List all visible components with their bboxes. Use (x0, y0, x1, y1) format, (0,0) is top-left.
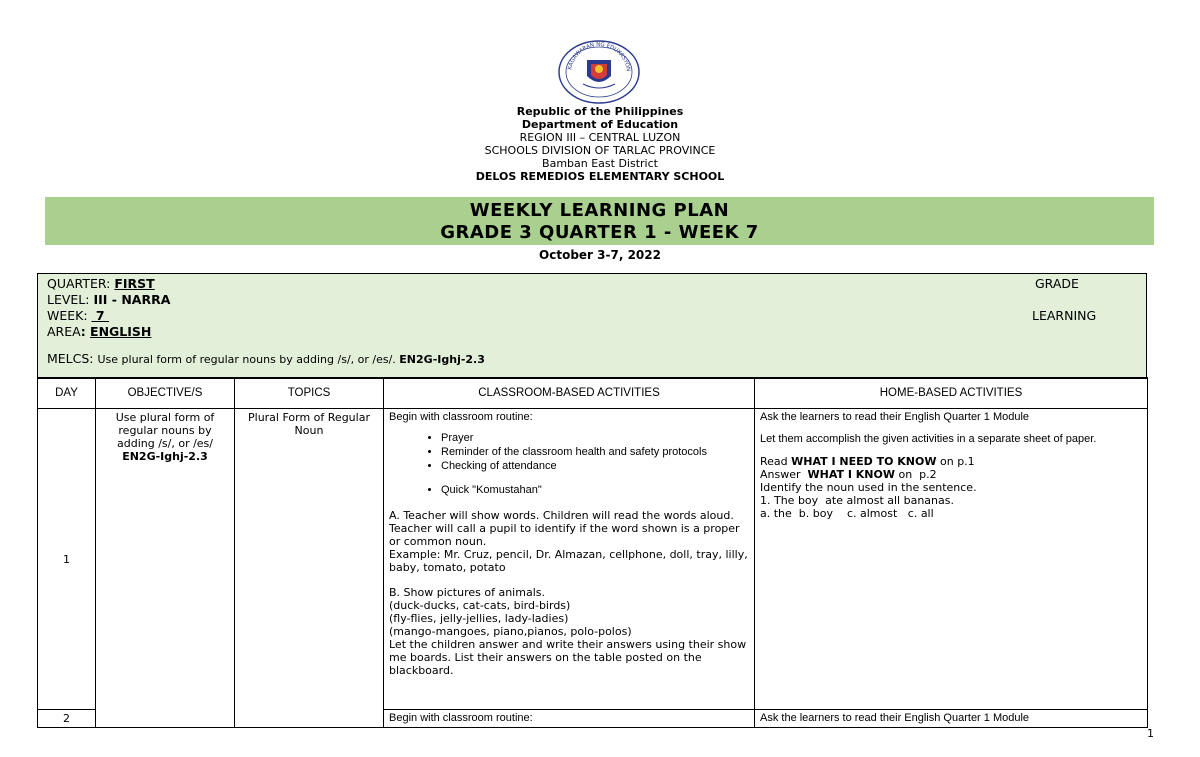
info-box (37, 273, 1147, 379)
grade-label: GRADE (1035, 276, 1079, 291)
page-title: WEEKLY LEARNING PLAN (469, 200, 730, 221)
melcs-line: MELCS: Use plural form of regular nouns by adding /s/, or /es/. EN2G-Ighj-2.3 (47, 351, 485, 366)
learning-label: LEARNING (1032, 308, 1097, 323)
area-value: ENGLISH (90, 324, 152, 339)
classroom-activities-cell: Begin with classroom routine: (384, 710, 755, 728)
week-value: 7 (91, 308, 109, 323)
home-activities-cell: Ask the learners to read their English Quarter 1 Module (755, 710, 1148, 728)
department-line: Department of Education (521, 118, 679, 131)
table-header-row (38, 378, 1148, 409)
objective-cell: Use plural form of regular nouns by adding /s/, or /es/ EN2G-Ighj-2.3 (96, 409, 235, 728)
division-line: SCHOOLS DIVISION OF TARLAC PROVINCE (484, 144, 716, 157)
classroom-activities-cell: Begin with classroom routine: • Prayer • Reminder of the classroom health and safety protocols • Checking of attendance • Quick "Komustahan" A. Teacher will show words. Children will read the words aloud. Teacher will call a pupil to identify if the word shown is a proper or common noun. Example: Mr. Cruz, pencil, Dr. Almazan, cellphone, doll, tray, lilly, baby, tomato, potato B. Show pictures of animals. (duck-ducks, cat-cats, bird-birds) (fly-flies, jelly-jellies, lady-ladies) (mango-mangoes, piano,pianos, polo-polos) Let the children answer and write their answers using their show me boards. List their answers on the table posted on the blackboard. (384, 409, 755, 710)
col-day: DAY (38, 378, 96, 409)
district-line: Bamban East District (542, 157, 658, 170)
week-line: WEEK: 7 (47, 308, 109, 323)
day-cell: 1 (38, 409, 96, 710)
day-cell: 2 (38, 710, 96, 728)
list-item: • Quick "Komustahan" (441, 483, 749, 497)
topic-cell: Plural Form of Regular Noun (235, 409, 384, 728)
level-value: III - NARRA (93, 292, 171, 307)
deped-seal-logo (557, 40, 641, 104)
level-line: LEVEL: III - NARRA (47, 292, 171, 307)
col-home-activities: HOME-BASED ACTIVITIES (755, 378, 1148, 409)
seal-lettering: KAGAWARAN NG EDUKASYON (567, 41, 631, 72)
col-objectives: OBJECTIVE/S (96, 378, 235, 409)
melcs-code: EN2G-Ighj-2.3 (399, 353, 485, 366)
home-activities-cell: Ask the learners to read their English Quarter 1 Module Let them accomplish the given activities in a separate sheet of paper. Read WHAT I NEED TO KNOW on p.1 Answer WHAT I KNOW on p.2 Identify the noun used in the sentence. 1. The boy ate almost all bananas. a. the b. boy c. almost c. all (755, 409, 1148, 710)
area-line: AREA: ENGLISH (47, 324, 152, 339)
routine-list (389, 431, 749, 497)
school-name: DELOS REMEDIOS ELEMENTARY SCHOOL (475, 170, 725, 183)
date-range: October 3-7, 2022 (539, 248, 661, 262)
region-line: REGION III – CENTRAL LUZON (519, 131, 681, 144)
title-banner (45, 197, 1154, 245)
list-item: • Checking of attendance (441, 459, 749, 473)
col-topics: TOPICS (235, 378, 384, 409)
quarter-value: FIRST (114, 276, 155, 291)
table-row-day-1 (38, 409, 1148, 710)
quarter-line: QUARTER: FIRST (47, 276, 155, 291)
republic-line: Republic of the Philippines (516, 105, 684, 118)
list-item: • Reminder of the classroom health and safety protocols (441, 445, 749, 459)
col-classroom-activities: CLASSROOM-BASED ACTIVITIES (384, 378, 755, 409)
page-subtitle: GRADE 3 QUARTER 1 - WEEK 7 (440, 222, 759, 243)
page-number: 1 (1147, 727, 1154, 740)
lesson-plan-table (37, 377, 1148, 728)
list-item: • Prayer (441, 431, 749, 445)
